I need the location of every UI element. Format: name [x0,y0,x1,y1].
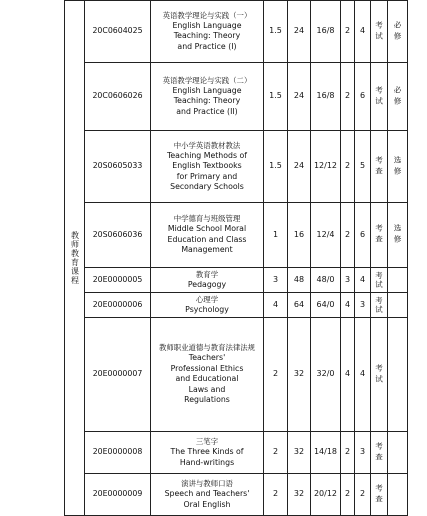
course-weekly-hours: 4 [341,318,355,432]
course-name [151,318,264,432]
course-row [65,131,408,203]
course-name-english: Teachers' Professional Ethics and Educational Laws and Regulations [170,353,244,405]
course-name [151,268,264,293]
course-credits: 4 [264,293,288,318]
course-weekly-hours: 2 [341,474,355,516]
course-name-chinese: 英语教学理论与实践（一） [162,10,252,20]
course-weekly-hours: 2 [341,203,355,268]
course-hours-split: 16/8 [311,63,341,131]
course-credits: 3 [264,268,288,293]
course-credits: 2 [264,318,288,432]
course-name [151,293,264,318]
course-assessment: 考试 [371,293,388,318]
course-name [151,131,264,203]
course-hours: 48 [288,268,311,293]
course-weekly-hours: 2 [341,63,355,131]
course-hours: 24 [288,1,311,63]
course-credits: 2 [264,474,288,516]
course-assessment: 考查 [371,474,388,516]
course-name-chinese: 三笔字 [195,437,219,447]
course-code: 20S0605033 [85,131,151,203]
course-weekly-hours: 4 [341,293,355,318]
course-semester: 3 [355,432,371,474]
course-code: 20C0604025 [85,1,151,63]
course-name-chinese: 英语教学理论与实践（二） [162,75,252,85]
course-assessment: 考试 [371,63,388,131]
course-type: 选修 [388,131,408,203]
course-row [65,1,408,63]
course-name [151,474,264,516]
course-weekly-hours: 2 [341,131,355,203]
course-type: 选修 [388,203,408,268]
course-table-body [65,1,408,516]
course-hours-split: 12/4 [311,203,341,268]
course-semester: 5 [355,131,371,203]
course-type [388,474,408,516]
course-weekly-hours: 3 [341,268,355,293]
course-hours: 24 [288,131,311,203]
course-name-english: Psychology [185,304,229,314]
course-weekly-hours: 2 [341,432,355,474]
course-hours-split: 64/0 [311,293,341,318]
course-semester: 3 [355,293,371,318]
course-table [64,0,408,516]
course-hours-split: 16/8 [311,1,341,63]
course-code: 20E0000006 [85,293,151,318]
course-weekly-hours: 2 [341,1,355,63]
course-row [65,432,408,474]
course-code: 20E0000008 [85,432,151,474]
course-row [65,293,408,318]
course-name-english: English Language Teaching: Theory and Practice (II) [172,85,242,116]
course-name-chinese: 演讲与教师口语 [181,479,233,489]
course-type [388,318,408,432]
course-hours: 32 [288,318,311,432]
course-code: 20C0606026 [85,63,151,131]
course-assessment: 考查 [371,203,388,268]
course-credits: 1.5 [264,131,288,203]
course-type [388,268,408,293]
course-semester: 4 [355,268,371,293]
course-row [65,318,408,432]
course-semester: 6 [355,203,371,268]
course-hours-split: 32/0 [311,318,341,432]
course-semester: 4 [355,318,371,432]
course-name-english: Middle School Moral Education and Class Management [167,224,247,255]
course-credits: 1 [264,203,288,268]
course-row [65,203,408,268]
course-hours: 24 [288,63,311,131]
course-row [65,474,408,516]
course-name-english: Pedagogy [187,279,227,289]
course-assessment: 考试 [371,318,388,432]
course-type [388,432,408,474]
course-assessment: 考查 [371,432,388,474]
course-row [65,268,408,293]
course-credits: 2 [264,432,288,474]
course-name-english: English Language Teaching: Theory and Practice (I) [172,20,242,51]
course-name-chinese: 教育学 [195,269,219,279]
course-name [151,432,264,474]
course-name-english: Teaching Methods of English Textbooks for Primary and Secondary Schools [166,150,248,191]
course-name [151,1,264,63]
course-table-region [64,0,407,509]
course-assessment: 考查 [371,131,388,203]
course-hours: 64 [288,293,311,318]
course-hours-split: 12/12 [311,131,341,203]
course-row [65,63,408,131]
course-name-english: The Three Kinds of Hand-writings [170,447,244,467]
course-assessment: 考试 [371,268,388,293]
course-name [151,203,264,268]
course-name-english: Speech and Teachers' Oral English [164,489,250,509]
course-type: 必修 [388,63,408,131]
course-name [151,63,264,131]
course-credits: 1.5 [264,1,288,63]
course-hours: 32 [288,432,311,474]
course-hours: 16 [288,203,311,268]
course-name-chinese: 中学德育与班级管理 [173,214,241,224]
course-semester: 6 [355,63,371,131]
course-name-chinese: 教师职业道德与教育法律法规 [158,343,256,353]
course-code: 20E0000007 [85,318,151,432]
course-credits: 1.5 [264,63,288,131]
category-cell: 教师教育课程 [65,1,85,516]
course-hours-split: 20/12 [311,474,341,516]
course-type [388,293,408,318]
course-hours-split: 48/0 [311,268,341,293]
course-name-chinese: 中小学英语教材教法 [173,140,241,150]
course-code: 20E0000009 [85,474,151,516]
course-code: 20S0606036 [85,203,151,268]
course-semester: 4 [355,1,371,63]
course-type: 必修 [388,1,408,63]
course-semester: 2 [355,474,371,516]
course-hours: 32 [288,474,311,516]
course-assessment: 考试 [371,1,388,63]
course-code: 20E0000005 [85,268,151,293]
course-hours-split: 14/18 [311,432,341,474]
course-name-chinese: 心理学 [195,294,219,304]
